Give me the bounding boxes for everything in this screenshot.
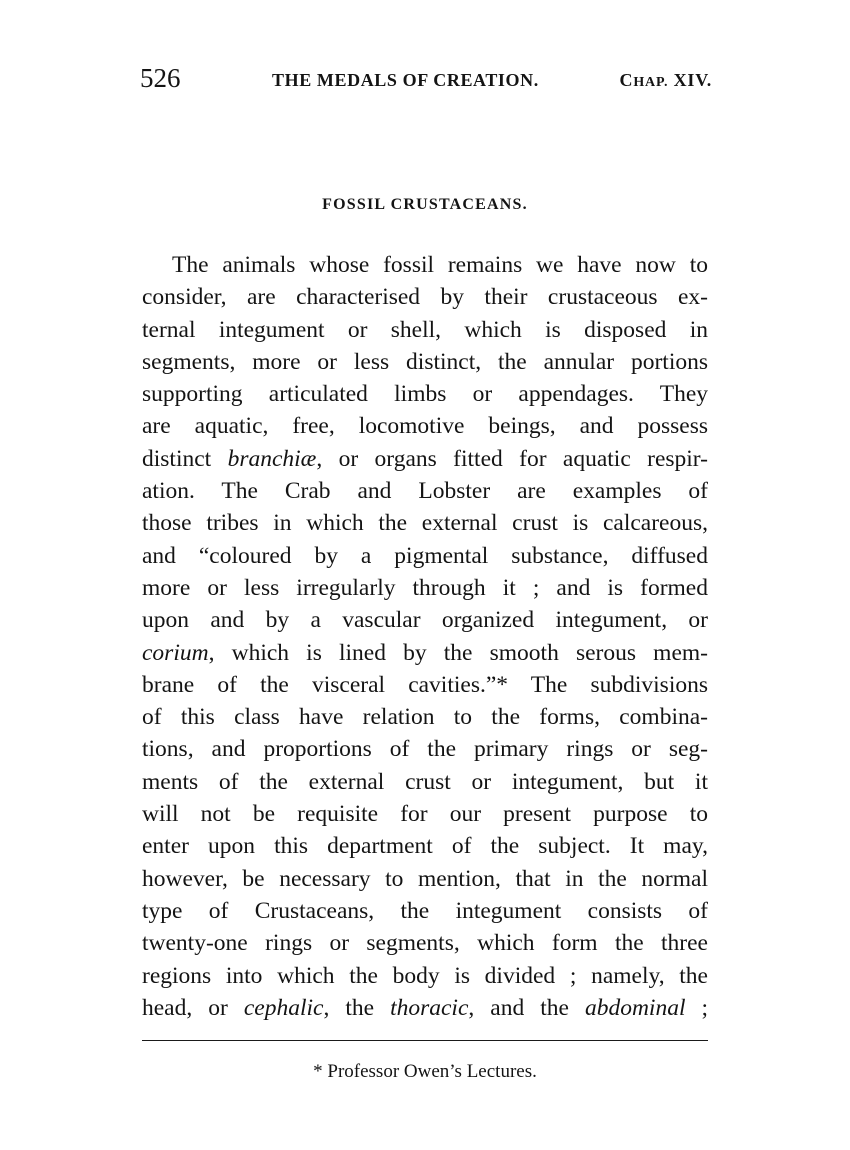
page-number: 526 bbox=[140, 63, 181, 93]
text-line bbox=[142, 733, 708, 765]
text-line bbox=[142, 637, 708, 669]
text-line bbox=[142, 281, 708, 313]
text-run: , and the bbox=[468, 994, 585, 1021]
text-run: consider, are characterised by their crustaceous ex- bbox=[142, 284, 708, 311]
text-line bbox=[142, 249, 708, 281]
text-line bbox=[142, 507, 708, 539]
text-run: are aquatic, free, locomotive beings, and possess bbox=[142, 413, 708, 440]
text-line bbox=[142, 378, 708, 410]
text-line bbox=[142, 604, 708, 636]
text-line bbox=[142, 443, 708, 475]
footnote: * Professor Owen’s Lectures. bbox=[313, 1061, 537, 1082]
text-run: ; bbox=[685, 994, 709, 1021]
italic-term: corium bbox=[142, 639, 209, 666]
text-line bbox=[142, 992, 708, 1024]
text-line bbox=[142, 701, 708, 733]
text-line bbox=[142, 540, 708, 572]
text-run: segments, more or less distinct, the annular portions bbox=[142, 348, 708, 375]
text-run: and “coloured by a pigmental substance, diffused bbox=[142, 542, 708, 569]
text-run: twenty-one rings or segments, which form the three bbox=[142, 930, 708, 957]
text-run: upon and by a vascular organized integument, or bbox=[142, 607, 708, 634]
text-run: those tribes in which the external crust is calcareous, bbox=[142, 510, 708, 537]
text-run: tions, and proportions of the primary rings or seg- bbox=[142, 736, 708, 763]
text-run: The animals whose fossil remains we have now to bbox=[172, 252, 708, 278]
text-run: head, or bbox=[142, 994, 244, 1021]
text-line bbox=[142, 410, 708, 442]
text-line bbox=[142, 927, 708, 959]
section-heading: FOSSIL CRUSTACEANS. bbox=[322, 196, 528, 213]
text-run: enter upon this department of the subject. It may, bbox=[142, 833, 708, 860]
running-head bbox=[140, 60, 712, 96]
italic-term: abdominal bbox=[584, 994, 686, 1021]
text-line bbox=[142, 798, 708, 830]
text-line bbox=[142, 895, 708, 927]
text-run: , the bbox=[323, 994, 391, 1021]
text-line bbox=[142, 572, 708, 604]
italic-term: thoracic bbox=[390, 994, 469, 1021]
footnote-divider bbox=[142, 1040, 708, 1041]
text-run: ternal integument or shell, which is disposed in bbox=[142, 316, 708, 343]
italic-term: branchiæ bbox=[227, 445, 317, 472]
text-run: brane of the visceral cavities.”* The subdivisions bbox=[142, 671, 708, 698]
text-run: distinct bbox=[142, 445, 228, 472]
text-line bbox=[142, 314, 708, 346]
text-line bbox=[142, 830, 708, 862]
italic-term: cephalic bbox=[243, 994, 324, 1021]
text-run: more or less irregularly through it ; and is formed bbox=[142, 574, 708, 601]
text-line bbox=[142, 960, 708, 992]
text-line bbox=[142, 669, 708, 701]
text-run: supporting articulated limbs or appendages. They bbox=[142, 381, 708, 408]
chapter-label bbox=[620, 65, 712, 98]
body-paragraph bbox=[142, 249, 708, 1024]
text-run: regions into which the body is divided ; namely, the bbox=[142, 962, 708, 989]
chapter-initial: C bbox=[619, 70, 634, 90]
chapter-number: XIV. bbox=[668, 70, 712, 90]
text-run: type of Crustaceans, the integument consists of bbox=[142, 897, 708, 924]
text-run: ments of the external crust or integument, but it bbox=[142, 768, 708, 795]
text-run: , which is lined by the smooth serous mem- bbox=[208, 639, 708, 666]
text-line bbox=[142, 346, 708, 378]
text-line bbox=[142, 475, 708, 507]
text-run: ation. The Crab and Lobster are examples of bbox=[142, 478, 708, 505]
text-run: however, be necessary to mention, that in the normal bbox=[142, 865, 708, 892]
text-run: of this class have relation to the forms, combina- bbox=[142, 704, 708, 731]
chapter-abbrev-small: HAP. bbox=[633, 75, 669, 90]
text-line bbox=[142, 863, 708, 895]
book-title: THE MEDALS OF CREATION. bbox=[272, 70, 539, 90]
text-run: will not be requisite for our present purpose to bbox=[142, 801, 708, 828]
text-line bbox=[142, 766, 708, 798]
text-run: , or organs fitted for aquatic respir- bbox=[316, 445, 708, 472]
